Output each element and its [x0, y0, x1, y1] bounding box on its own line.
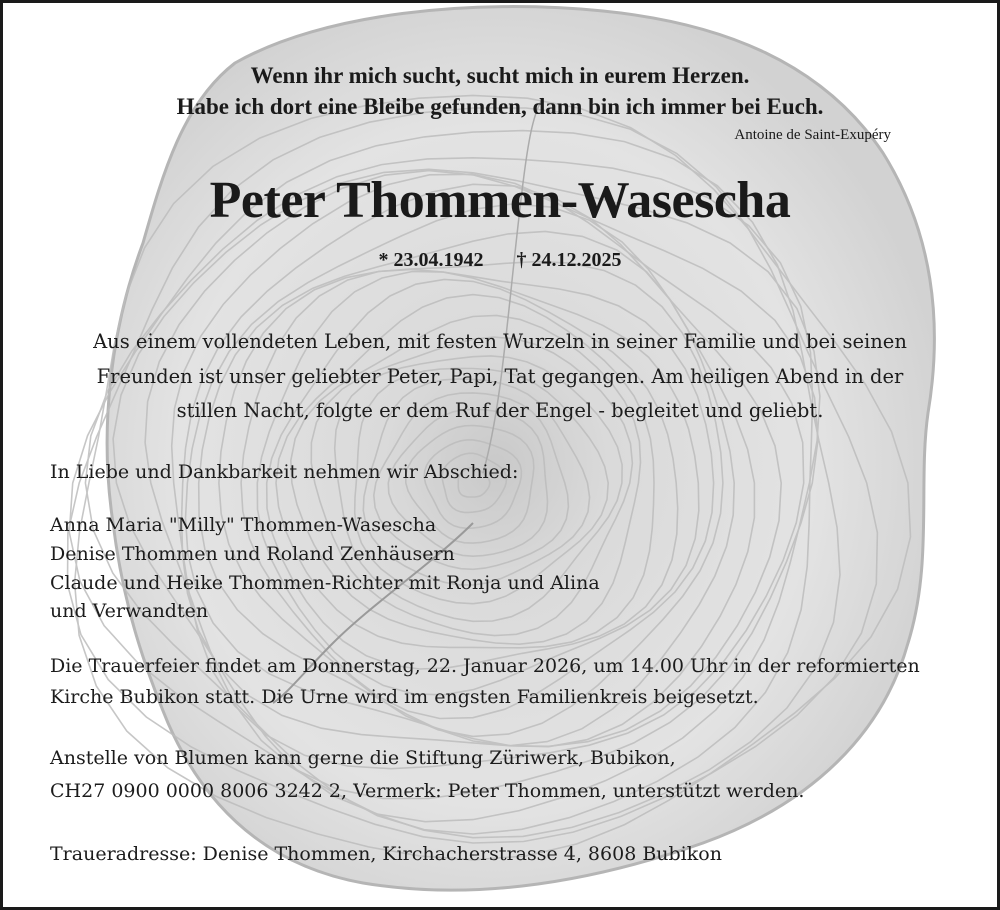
quote-line-2: Habe ich dort eine Bleibe gefunden, dann bin ich immer bei Euch. — [176, 94, 824, 119]
quote-line-1: Wenn ihr mich sucht, sucht mich in eurem Herzen. — [250, 63, 750, 88]
farewell-line: In Liebe und Dankbarkeit nehmen wir Abschied: — [50, 461, 519, 483]
service-line-2: Kirche Bubikon statt. Die Urne wird im engsten Familienkreis beigesetzt. — [50, 686, 759, 708]
mourner-4: und Verwandten — [50, 600, 209, 622]
donation-line-2: CH27 0900 0000 8006 3242 2, Vermerk: Peter Thommen, unterstützt werden. — [50, 780, 805, 802]
message-line-1: Aus einem vollendeten Leben, mit festen Wurzeln in seiner Familie und bei seinen — [93, 330, 907, 353]
mourner-1: Anna Maria "Milly" Thommen-Wasescha — [50, 514, 437, 536]
service-line-1: Die Trauerfeier findet am Donnerstag, 22. Januar 2026, um 14.00 Uhr in der reformierten — [50, 655, 920, 677]
notice-content — [3, 3, 997, 907]
quote-author: Antoine de Saint-Exupéry — [734, 127, 891, 143]
mourner-3: Claude und Heike Thommen-Richter mit Ronja und Alina — [50, 572, 600, 594]
deceased-name: Peter Thommen-Wasescha — [209, 172, 791, 229]
donation-line-1: Anstelle von Blumen kann gerne die Stiftung Züriwerk, Bubikon, — [50, 747, 676, 769]
death-date: † 24.12.2025 — [516, 249, 622, 271]
mourning-address: Traueradresse: Denise Thommen, Kirchacherstrasse 4, 8608 Bubikon — [50, 843, 722, 865]
message-line-2: Freunden ist unser geliebter Peter, Papi, Tat gegangen. Am heiligen Abend in der — [96, 365, 904, 388]
mourner-2: Denise Thommen und Roland Zenhäusern — [50, 543, 455, 565]
birth-date: * 23.04.1942 — [378, 249, 484, 271]
life-dates — [3, 249, 997, 272]
message-line-3: stillen Nacht, folgte er dem Ruf der Engel - begleitet und geliebt. — [176, 399, 824, 422]
